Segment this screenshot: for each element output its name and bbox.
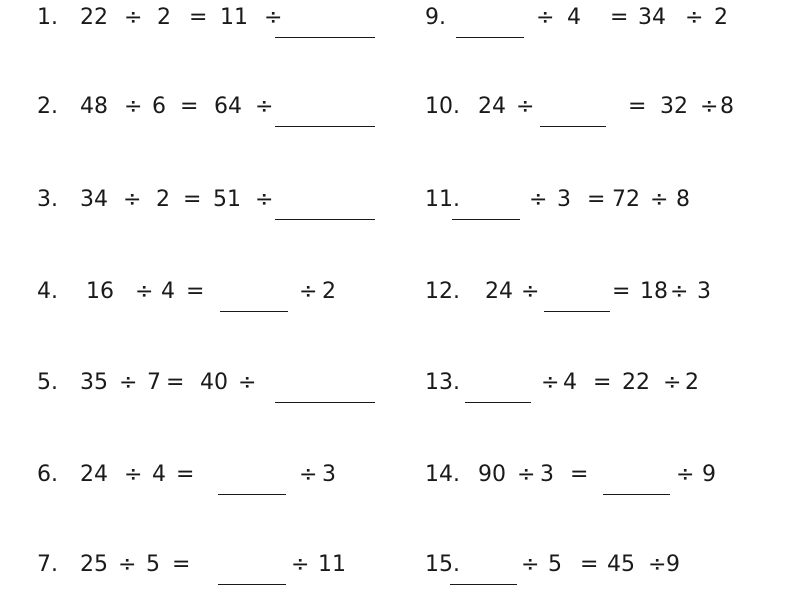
equals-sign: = <box>186 279 205 304</box>
problem-number: 14. <box>425 462 460 487</box>
divide-sign-2: ÷ <box>255 187 274 212</box>
answer-blank[interactable] <box>603 494 670 495</box>
operand-b: 4 <box>563 370 577 395</box>
divide-sign-1: ÷ <box>541 370 560 395</box>
divide-sign-2: ÷ <box>670 279 689 304</box>
equals-sign: = <box>610 5 629 30</box>
operand-a: 22 <box>80 5 108 30</box>
divide-sign-2: ÷ <box>663 370 682 395</box>
equals-sign: = <box>612 279 631 304</box>
divide-sign-1: ÷ <box>118 552 137 577</box>
answer-blank[interactable] <box>275 402 375 403</box>
answer-blank[interactable] <box>452 219 520 220</box>
equals-sign: = <box>176 462 195 487</box>
divide-sign-1: ÷ <box>529 187 548 212</box>
operand-d: 2 <box>322 279 336 304</box>
operand-d: 2 <box>685 370 699 395</box>
equals-sign: = <box>580 552 599 577</box>
divide-sign-1: ÷ <box>521 552 540 577</box>
divide-sign-1: ÷ <box>123 187 142 212</box>
divide-sign-1: ÷ <box>517 462 536 487</box>
problem-number: 11. <box>425 187 460 212</box>
operand-a: 25 <box>80 552 108 577</box>
operand-b: 5 <box>146 552 160 577</box>
operand-d: 3 <box>697 279 711 304</box>
divide-sign-2: ÷ <box>648 552 667 577</box>
divide-sign-2: ÷ <box>255 94 274 119</box>
operand-b: 5 <box>548 552 562 577</box>
problem-number: 9. <box>425 5 446 30</box>
equals-sign: = <box>587 187 606 212</box>
operand-c: 11 <box>220 5 248 30</box>
problem-number: 5. <box>37 370 58 395</box>
operand-c: 22 <box>622 370 650 395</box>
operand-d: 8 <box>720 94 734 119</box>
operand-a: 24 <box>485 279 513 304</box>
operand-a: 24 <box>478 94 506 119</box>
problem-number: 13. <box>425 370 460 395</box>
problem-number: 2. <box>37 94 58 119</box>
divide-sign-2: ÷ <box>650 187 669 212</box>
operand-c: 40 <box>200 370 228 395</box>
operand-c: 32 <box>660 94 688 119</box>
problem-number: 12. <box>425 279 460 304</box>
answer-blank[interactable] <box>544 311 610 312</box>
divide-sign-2: ÷ <box>676 462 695 487</box>
answer-blank[interactable] <box>540 126 606 127</box>
equals-sign: = <box>189 5 208 30</box>
divide-sign-2: ÷ <box>299 462 318 487</box>
problem-number: 10. <box>425 94 460 119</box>
divide-sign-1: ÷ <box>119 370 138 395</box>
operand-b: 2 <box>157 5 171 30</box>
equals-sign: = <box>593 370 612 395</box>
answer-blank[interactable] <box>450 584 517 585</box>
divide-sign-2: ÷ <box>299 279 318 304</box>
operand-c: 64 <box>214 94 242 119</box>
divide-sign-1: ÷ <box>124 5 143 30</box>
answer-blank[interactable] <box>275 126 375 127</box>
equals-sign: = <box>183 187 202 212</box>
operand-b: 6 <box>152 94 166 119</box>
answer-blank[interactable] <box>456 37 524 38</box>
answer-blank[interactable] <box>275 37 375 38</box>
operand-b: 3 <box>540 462 554 487</box>
problem-number: 4. <box>37 279 58 304</box>
operand-c: 18 <box>640 279 668 304</box>
answer-blank[interactable] <box>218 494 286 495</box>
divide-sign-1: ÷ <box>124 462 143 487</box>
equals-sign: = <box>172 552 191 577</box>
problem-number: 3. <box>37 187 58 212</box>
divide-sign-1: ÷ <box>135 279 154 304</box>
operand-b: 2 <box>156 187 170 212</box>
answer-blank[interactable] <box>465 402 531 403</box>
divide-sign-2: ÷ <box>700 94 719 119</box>
operand-a: 48 <box>80 94 108 119</box>
operand-c: 34 <box>638 5 666 30</box>
equals-sign: = <box>166 370 185 395</box>
answer-blank[interactable] <box>275 219 375 220</box>
equals-sign: = <box>180 94 199 119</box>
operand-d: 2 <box>714 5 728 30</box>
answer-blank[interactable] <box>220 311 288 312</box>
operand-c: 51 <box>213 187 241 212</box>
divide-sign-1: ÷ <box>536 5 555 30</box>
equals-sign: = <box>570 462 589 487</box>
operand-b: 3 <box>557 187 571 212</box>
operand-a: 35 <box>80 370 108 395</box>
divide-sign-2: ÷ <box>264 5 283 30</box>
problem-number: 6. <box>37 462 58 487</box>
operand-d: 11 <box>318 552 346 577</box>
operand-a: 24 <box>80 462 108 487</box>
problem-number: 1. <box>37 5 58 30</box>
operand-b: 7 <box>147 370 161 395</box>
divide-sign-2: ÷ <box>291 552 310 577</box>
operand-d: 9 <box>702 462 716 487</box>
divide-sign-2: ÷ <box>685 5 704 30</box>
answer-blank[interactable] <box>218 584 286 585</box>
operand-b: 4 <box>161 279 175 304</box>
divide-sign-1: ÷ <box>124 94 143 119</box>
operand-a: 90 <box>478 462 506 487</box>
problem-number: 7. <box>37 552 58 577</box>
operand-d: 9 <box>666 552 680 577</box>
divide-sign-2: ÷ <box>238 370 257 395</box>
operand-d: 8 <box>676 187 690 212</box>
divide-sign-1: ÷ <box>521 279 540 304</box>
operand-b: 4 <box>152 462 166 487</box>
operand-c: 45 <box>607 552 635 577</box>
operand-d: 3 <box>322 462 336 487</box>
operand-a: 34 <box>80 187 108 212</box>
divide-sign-1: ÷ <box>516 94 535 119</box>
problem-number: 15. <box>425 552 460 577</box>
operand-c: 72 <box>612 187 640 212</box>
operand-a: 16 <box>86 279 114 304</box>
operand-b: 4 <box>567 5 581 30</box>
equals-sign: = <box>628 94 647 119</box>
